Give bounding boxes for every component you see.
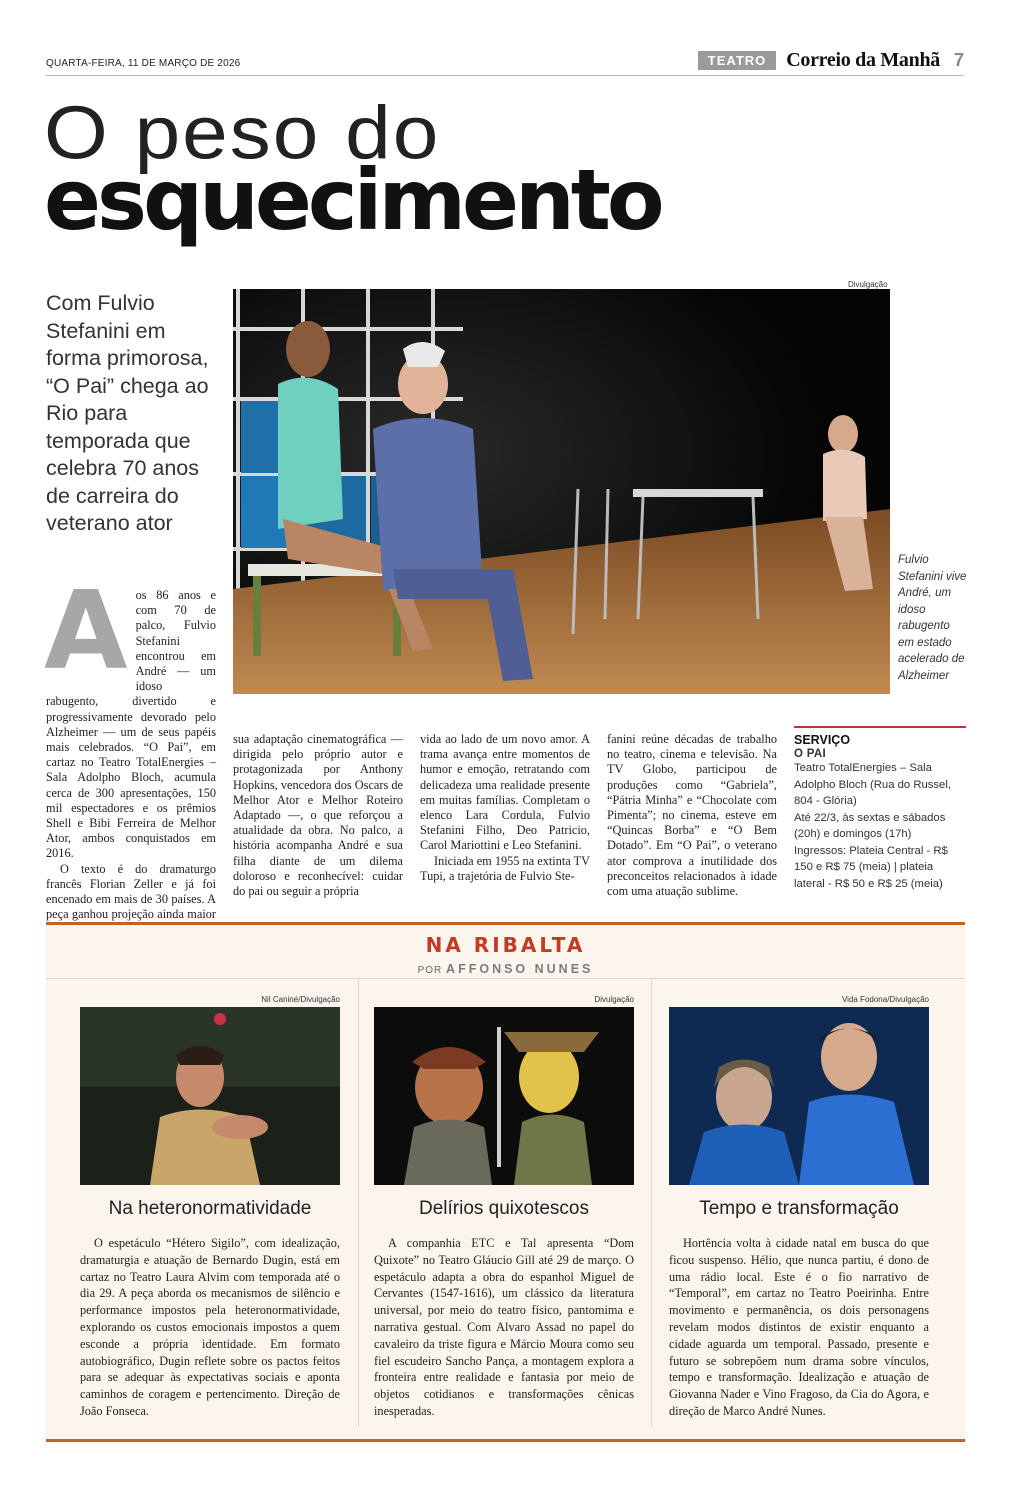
ribalta-item xyxy=(80,995,340,1420)
ribalta-photo xyxy=(374,1007,634,1185)
issue-date: QUARTA-FEIRA, 11 DE MARÇO DE 2026 xyxy=(46,58,241,69)
ribalta-photo xyxy=(669,1007,929,1185)
service-title: SERVIÇO xyxy=(794,733,851,747)
ribalta-text: A companhia ETC e Tal apresenta “Dom Quixote” no Teatro Gláucio Gill até 29 de março. O espetáculo adapta a obra do espanhol Miguel de Cervantes (1547-1616), um clássico da literatura universal, por meio do teatro físico, pantomima e narrativa gestual. Com Alvaro Assad no papel do cavaleiro da triste figura e Márcio Moura como seu fiel escudeiro Sancho Pança, a montagem explora a fronteira entre realidade e fantasia por meio de objetos cotidianos e transformações cênicas inesperadas. xyxy=(374,1236,634,1418)
column-na-ribalta xyxy=(46,922,965,1442)
drop-cap: A xyxy=(44,569,128,694)
ribalta-headline: Delírios quixotescos xyxy=(418,1198,590,1219)
article-column-2 xyxy=(233,732,403,899)
actor-photo-illustration xyxy=(80,1007,340,1185)
column-divider xyxy=(651,979,652,1427)
headline-line-2: esquecimento xyxy=(44,151,661,249)
ribalta-headline: Tempo e transformação xyxy=(699,1198,899,1219)
stage-scene-illustration xyxy=(233,289,890,694)
column-title: NA RIBALTA xyxy=(425,933,586,957)
article-paragraph: O texto é do dramaturgo francês Florian Zeller e já foi encenado em mais de 30 países. A peça ganhou projeção ainda maior xyxy=(46,861,216,922)
ribalta-photo xyxy=(80,1007,340,1185)
main-photo xyxy=(233,289,890,694)
header-rule xyxy=(46,75,964,76)
photo-caption: Fulvio Stefanini vive André, um idoso rabugento em estado acelerado de Alzheimer xyxy=(898,554,967,682)
service-box xyxy=(794,726,966,892)
ribalta-item xyxy=(669,995,929,1420)
column-rule xyxy=(46,978,965,979)
article-column-1 xyxy=(44,569,216,938)
article-paragraph: vida ao lado de um novo amor. A trama avança entre momentos de humor e emoção, retratando com delicadeza uma realidade presente em muitas famílias. Completam o elenco Lara Cordula, Fulvio Stefanini Filho, Deo Patricio, Carol Mariottini e Leo Stefanini. xyxy=(420,732,590,853)
ribalta-text: Hortência volta à cidade natal em busca do que ficou suspenso. Hélio, que nunca partiu, é dono de uma rádio local. Este é o fio narrativo de “Temporal”, em cartaz no Teatro Poeirinha. Entre movimento e permanência, os dois personagens revelam modos distintos de existir enquanto a cidade aguarda um temporal. Passado, presente e futuro se sobrepõem num drama sobre vínculos, tempo e transformação. Idealização e atuação de Giovanna Nader e Vino Fragoso, da Cia do Agora, e direção de Marco André Nunes. xyxy=(669,1236,929,1418)
photo-credit: Nil Caniné/Divulgação xyxy=(261,995,340,1004)
ribalta-headline: Na heteronormatividade xyxy=(108,1198,312,1219)
byline-prefix: POR xyxy=(417,965,443,976)
article-paragraph: sua adaptação cinematográfica — dirigida pelo próprio autor e protagonizada por Anthony Hopkins, vencedora dos Oscars de Melhor Ator e Melhor Roteiro Adaptado —, o que reforçou a atualidade da obra. No palco, a história acompanha André e sua filha diante de um dilema doloroso e reconhecível: cuidar do pai ou seguir a própria xyxy=(233,732,403,899)
lead-paragraph-text: os 86 anos e com 70 de palco, Fulvio Stefanini encontrou em André — um idoso rabugento, divertido e progressivamente devorado pelo Alzheimer — um de seus papéis mais celebrados. “O Pai”, em cartaz no Teatro TotalEnergies – Sala Adolpho Bloch, acumula cerca de 300 apresentações, 150 mil espectadores e os prêmios Shell e Bibi Ferreira de Melhor Ator, ambos conquistados em 2016. xyxy=(46,588,216,861)
column-divider xyxy=(358,979,359,1427)
service-tickets: Ingressos: Plateia Central - R$ 150 e R$ 75 (meia) | plateia lateral - R$ 50 e R$ 25 (meia) xyxy=(794,844,948,890)
byline-author: AFFONSO NUNES xyxy=(446,962,594,976)
photo-credit: Vida Fodona/Divulgação xyxy=(841,995,929,1004)
article-deck: Com Fulvio Stefanini em forma primorosa, “O Pai” chega ao Rio para temporada que celebra 70 anos de carreira do veterano ator xyxy=(46,291,209,535)
column-byline xyxy=(46,962,965,976)
photo-credit: Divulgação xyxy=(848,280,888,289)
article-column-4 xyxy=(607,732,777,899)
headline-line-1: O peso do xyxy=(44,91,441,176)
service-venue: Teatro TotalEnergies – Sala Adolpho Bloch (Rua do Russel, 804 - Glória) xyxy=(794,762,951,807)
ribalta-item xyxy=(374,995,634,1420)
service-schedule: Até 22/3, às sextas e sábados (20h) e domingos (17h) xyxy=(794,811,946,840)
article-paragraph: fanini reúne décadas de trabalho no teatro, cinema e televisão. Na TV Globo, participou de produções como “Gabriela”, “Pátria Minha” e “Chocolate com Pimenta”; no cinema, esteve em “Quincas Borba” e “O Bem Dotado”. Em “O Pai”, o veterano ator comprova a inutilidade dos preconceitos relacionados à idade com uma atuação sublime. xyxy=(607,732,777,899)
section-label: TEATRO xyxy=(698,51,776,70)
photo-credit: Divulgação xyxy=(594,995,634,1004)
actor-photo-illustration xyxy=(374,1007,634,1185)
actor-photo-illustration xyxy=(669,1007,929,1185)
service-show-name: O PAI xyxy=(794,748,826,760)
article-paragraph: Iniciada em 1955 na extinta TV Tupi, a trajetória de Fulvio Ste- xyxy=(420,853,590,883)
article-paragraph xyxy=(44,569,216,862)
ribalta-text: O espetáculo “Hétero Sigilo”, com idealização, dramaturgia e atuação de Bernardo Dugin, está em cartaz no Teatro Laura Alvim com temporada até o dia 29. A peça aborda os mecanismos de silêncio e performance impostos pela heteronormatividade, explorando os custos emocionais impostos a quem esconde a própria identidade. Em formato autobiográfico, Dugin reflete sobre os pactos feitos para se adequar às expectativas sociais e aponta caminhos de coragem e pertencimento. Direção de João Fonseca. xyxy=(80,1236,340,1418)
page-header xyxy=(698,49,964,72)
article-column-3 xyxy=(420,732,590,884)
page-number: 7 xyxy=(953,50,964,70)
newspaper-name: Correio da Manhã xyxy=(786,49,940,71)
